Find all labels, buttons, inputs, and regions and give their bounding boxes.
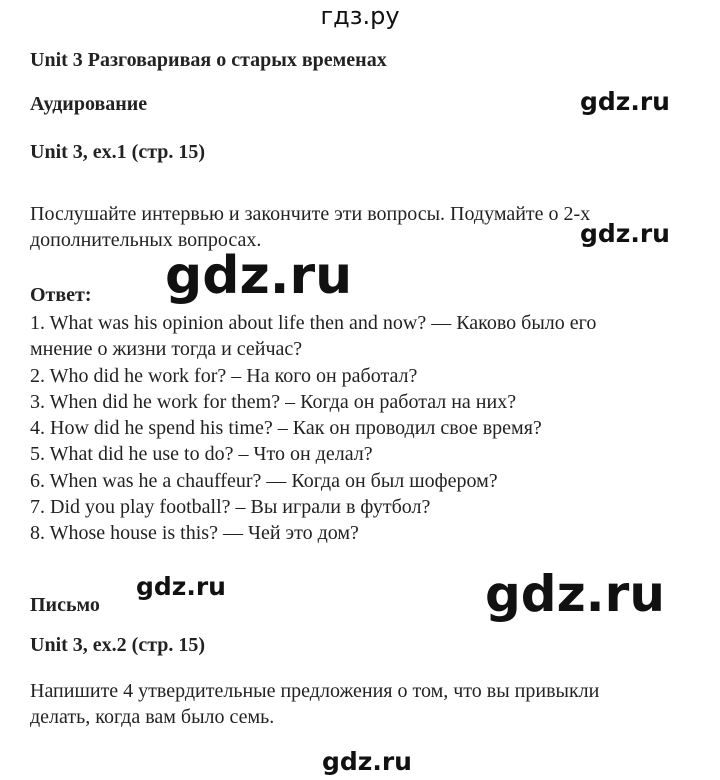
- answer-line: 5. What did he use to do? – Что он делал?: [30, 443, 373, 466]
- watermark: gdz.ru: [322, 747, 412, 776]
- watermark: gdz.ru: [580, 219, 670, 248]
- answer-line: 8. Whose house is this? — Чей это дом?: [30, 522, 359, 545]
- answer-line: 7. Did you play football? – Вы играли в футбол?: [30, 496, 431, 519]
- answer-line: 1. What was his opinion about life then and now? — Каково было его: [30, 312, 597, 334]
- answer-line: 3. When did he work for them? – Когда он работал на них?: [30, 390, 517, 413]
- unit-title: Unit 3 Разговаривая о старых временах: [30, 49, 387, 71]
- task-text-2-line-2: делать, когда вам было семь.: [30, 706, 275, 728]
- answer-line: мнение о жизни тогда и сейчас?: [30, 338, 303, 361]
- exercise-heading-2: Unit 3, ex.2 (стр. 15): [30, 634, 206, 656]
- site-header: гдз.ру: [320, 2, 400, 30]
- answer-label: Ответ:: [30, 284, 92, 306]
- section-title-listening: Аудирование: [30, 93, 148, 115]
- answer-list: [30, 310, 596, 547]
- watermark: gdz.ru: [580, 87, 670, 116]
- answer-line: 2. Who did he work for? – На кого он работал?: [30, 364, 418, 387]
- section-title-writing: Письмо: [30, 594, 100, 616]
- watermark: gdz.ru: [485, 565, 665, 623]
- watermark: gdz.ru: [136, 572, 226, 601]
- task-text-1-line-2: дополнительных вопросах.: [30, 229, 262, 251]
- task-text-1-line-1: Послушайте интервью и закончите эти вопросы. Подумайте о 2-х: [30, 203, 591, 225]
- answer-line: 4. How did he spend his time? – Как он проводил свое время?: [30, 417, 542, 440]
- watermark: gdz.ru: [165, 246, 353, 306]
- exercise-heading-1: Unit 3, ex.1 (стр. 15): [30, 141, 206, 163]
- task-text-2-line-1: Напишите 4 утвердительные предложения о том, что вы привыкли: [30, 680, 600, 702]
- answer-line: 6. When was he a chauffeur? — Когда он был шофером?: [30, 469, 498, 492]
